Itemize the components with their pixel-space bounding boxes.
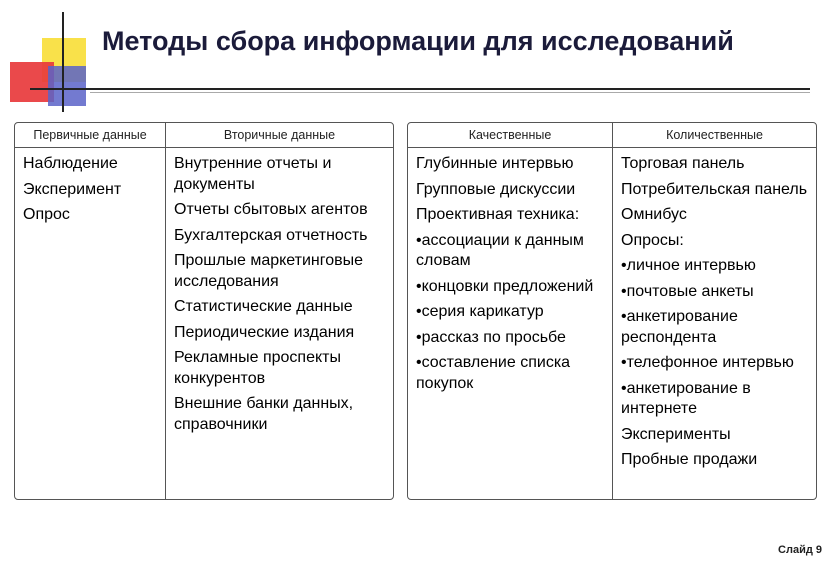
list-item: Торговая панель	[621, 155, 745, 172]
bullet-item: •телефонное интервью	[621, 354, 794, 371]
table-research-types	[407, 122, 817, 500]
table-data-sources	[14, 122, 394, 500]
list-item: Наблюдение	[23, 155, 118, 172]
column-secondary-data	[165, 123, 393, 499]
list-item: Омнибус	[621, 206, 687, 223]
bullet-item: •почтовые анкеты	[621, 282, 754, 300]
list-item: Периодические издания	[174, 323, 355, 341]
list-item: Прошлые маркетинговые исследования	[174, 252, 364, 290]
bullet-item: •серия карикатур	[416, 303, 544, 320]
column-body	[613, 148, 816, 476]
column-body	[408, 148, 612, 399]
list-item: Глубинные интервью	[416, 155, 574, 172]
column-header: Первичные данные	[15, 123, 165, 148]
bullet-item: •составление списка покупок	[416, 354, 571, 392]
column-primary-data	[15, 123, 165, 499]
column-header: Вторичные данные	[166, 123, 393, 148]
decor-blue-square	[48, 66, 86, 106]
bullet-item: •анкетирование респондента	[621, 308, 738, 346]
column-body	[166, 148, 393, 440]
slide-number: Слайд 9	[778, 544, 822, 556]
decor-vertical-line	[62, 12, 64, 112]
slide-title: Методы сбора информации для исследований	[102, 26, 734, 56]
list-item: Эксперименты	[621, 425, 731, 443]
list-item: Рекламные проспекты конкурентов	[174, 349, 341, 387]
list-item: Отчеты сбытовых агентов	[174, 201, 368, 218]
decor-horizontal-line	[30, 88, 810, 90]
list-item: Бухгалтерская отчетность	[174, 226, 368, 244]
list-item: Пробные продажи	[621, 451, 758, 468]
list-item: Эксперимент	[23, 180, 122, 198]
list-item: Проективная техника:	[416, 206, 580, 223]
list-item: Опросы:	[621, 231, 684, 249]
list-item: Групповые дискуссии	[416, 180, 576, 198]
column-qualitative	[408, 123, 612, 499]
list-item: Внутренние отчеты и документы	[174, 155, 332, 193]
column-quantitative	[612, 123, 816, 499]
column-header: Количественные	[613, 123, 816, 148]
column-header: Качественные	[408, 123, 612, 148]
list-item: Внешние банки данных, справочники	[174, 395, 354, 433]
bullet-item: •ассоциации к данным словам	[416, 231, 584, 269]
bullet-item: •личное интервью	[621, 257, 756, 274]
list-item: Статистические данные	[174, 298, 353, 315]
bullet-item: •концовки предложений	[416, 277, 594, 295]
bullet-item: •анкетирование в интернете	[621, 379, 751, 417]
list-item: Потребительская панель	[621, 180, 808, 198]
list-item: Опрос	[23, 206, 70, 223]
decor-horizontal-line-gray	[90, 92, 810, 93]
column-body	[15, 148, 165, 231]
bullet-item: •рассказ по просьбе	[416, 328, 566, 346]
